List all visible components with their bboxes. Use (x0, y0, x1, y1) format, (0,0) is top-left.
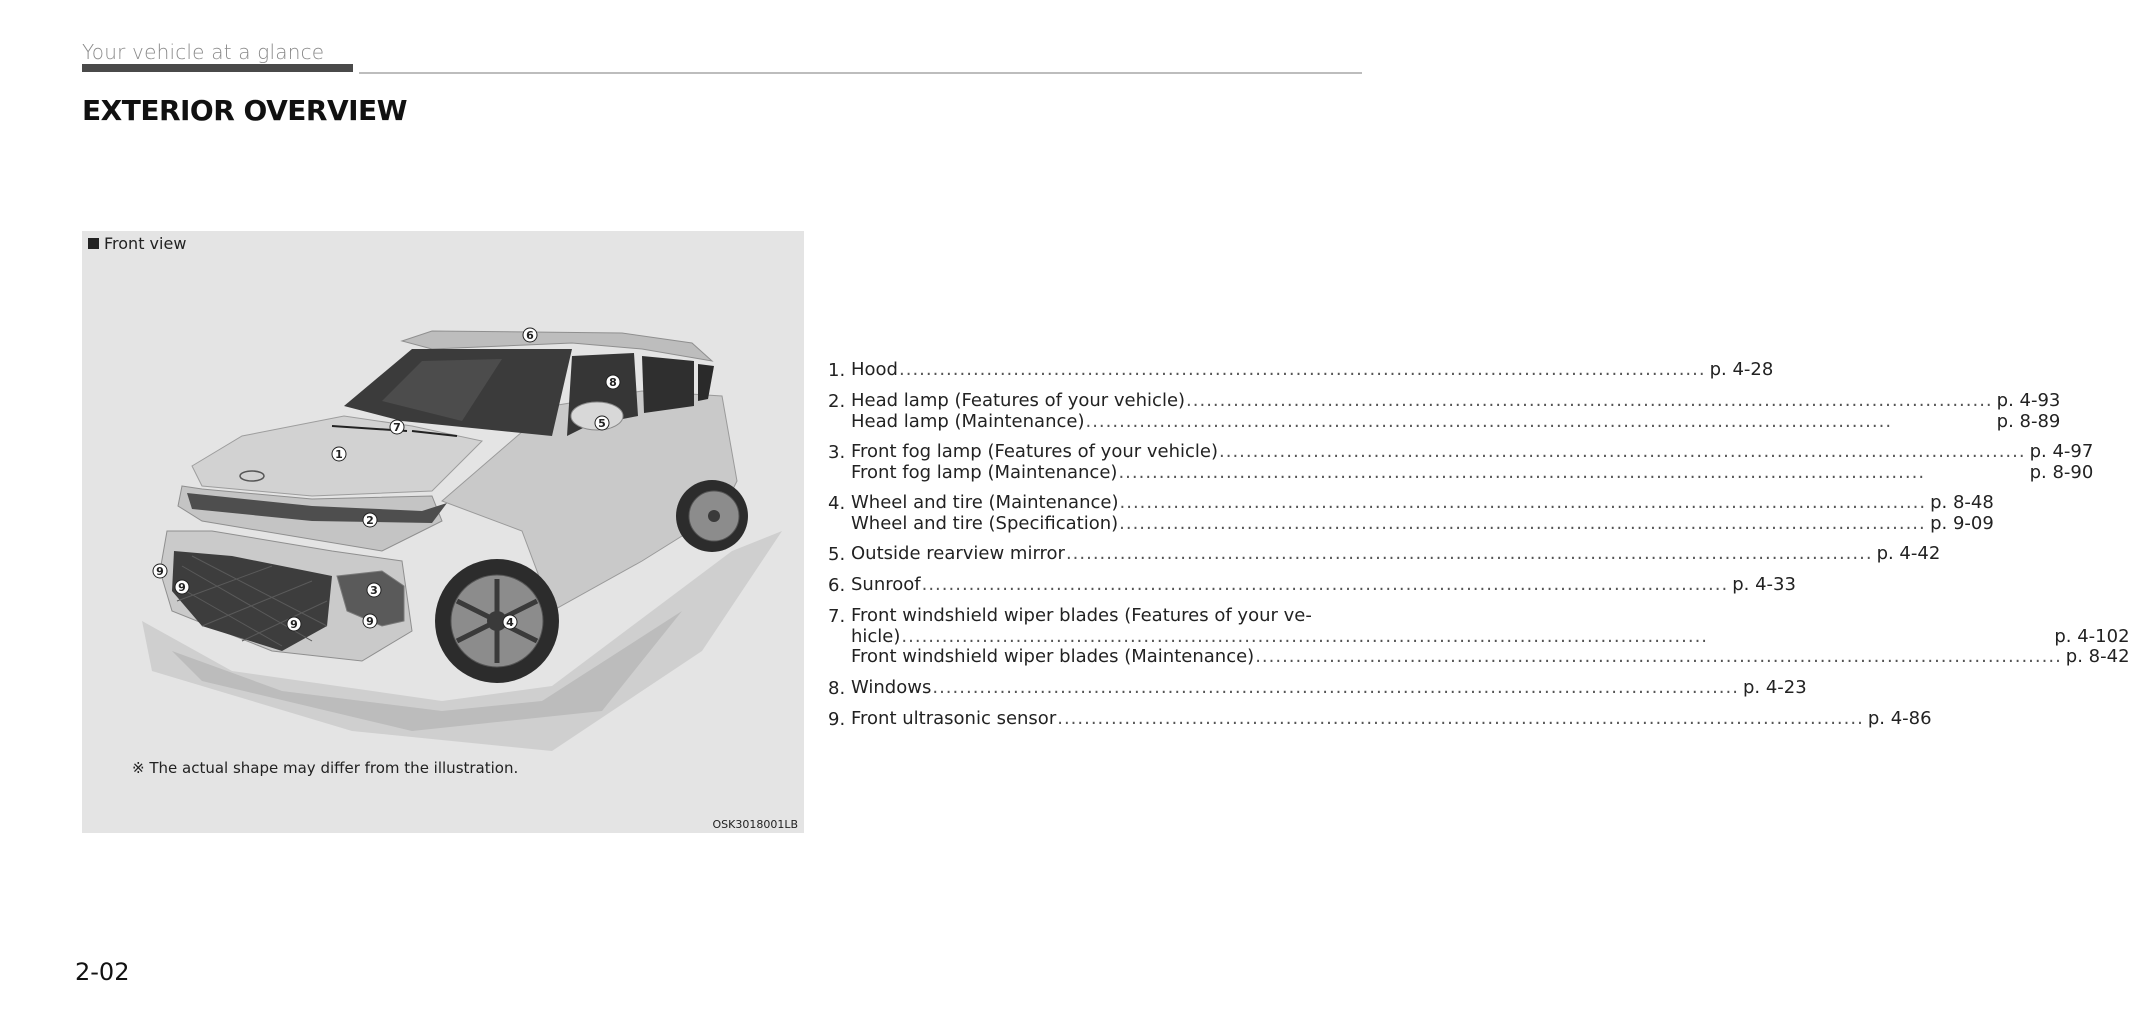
ref-label: Front ultrasonic sensor (851, 707, 1057, 729)
header-bar-dark (82, 64, 353, 72)
page-reference (851, 544, 1940, 565)
page-reference (851, 463, 2093, 484)
illustration-note: ※ The actual shape may differ from the illustration. (132, 759, 519, 777)
dot-leader (901, 627, 2050, 648)
item-first-line: Front windshield wiper blades (Features of your ve- (851, 605, 1312, 626)
list-item (828, 492, 1994, 534)
callout-5-label: 5 (598, 417, 606, 430)
callout-9a-label: 9 (156, 565, 164, 578)
list-item (828, 605, 2130, 668)
view-caption-text: Front view (104, 234, 187, 253)
page-title: EXTERIOR OVERVIEW (82, 94, 408, 127)
callout-7 (390, 420, 404, 434)
ref-label: Windows (851, 676, 932, 698)
item-number: 4. (828, 493, 846, 514)
callout-9c-label: 9 (290, 618, 298, 631)
list-item (828, 707, 1932, 730)
dot-leader (1118, 463, 2025, 484)
figure-code: OSK3018001LB (712, 818, 798, 831)
section-label: Your vehicle at a glance (82, 40, 325, 64)
item-number: 3. (828, 442, 846, 463)
page-reference (851, 575, 1796, 596)
rear-wheel-hub (708, 510, 720, 522)
callout-6 (523, 328, 537, 342)
page-reference (851, 627, 2130, 648)
page-reference (851, 709, 1932, 730)
ref-label: Sunroof (851, 574, 921, 595)
callout-3-label: 3 (370, 584, 378, 597)
dot-leader (1255, 647, 2062, 668)
parts-list (828, 359, 2130, 740)
callout-5 (595, 416, 609, 430)
ref-page: p. 8-89 (1996, 410, 2061, 432)
ref-label: hicle) (851, 625, 901, 647)
item-number: 8. (828, 677, 846, 699)
item-number: 9. (828, 708, 846, 730)
item-number: 1. (828, 360, 846, 381)
list-item (828, 543, 1941, 565)
car-illustration (82, 231, 804, 833)
ref-page: p. 4-42 (1876, 543, 1941, 564)
list-item (828, 441, 2094, 483)
ref-label: Head lamp (Maintenance) (851, 410, 1085, 432)
page-reference (851, 514, 1994, 535)
list-item (828, 574, 1796, 596)
dot-leader (1057, 709, 1864, 730)
callout-6-label: 6 (526, 329, 534, 342)
ref-page: p. 4-102 (2054, 625, 2130, 647)
dot-leader (1186, 391, 1993, 412)
callout-4 (503, 615, 517, 629)
ref-label: Outside rearview mirror (851, 543, 1065, 564)
dot-leader (932, 678, 1739, 699)
ref-page: p. 4-93 (1996, 390, 2061, 411)
ref-label: Front fog lamp (Features of your vehicle) (851, 441, 1218, 462)
page-reference (851, 647, 2130, 668)
callout-2-label: 2 (366, 514, 374, 527)
callout-9b-label: 9 (178, 581, 186, 594)
header-rule (359, 72, 1362, 74)
page-reference (851, 391, 2060, 412)
dot-leader (1119, 514, 1926, 535)
car-rear-side-window (642, 356, 694, 413)
ref-label: Wheel and tire (Maintenance) (851, 492, 1119, 513)
page-reference (851, 678, 1807, 699)
dot-leader (1120, 493, 1927, 514)
callout-9d (363, 614, 377, 628)
callout-9d-label: 9 (366, 615, 374, 628)
page-reference (851, 360, 1773, 381)
ref-label: Front fog lamp (Maintenance) (851, 461, 1118, 483)
page-reference (851, 493, 1994, 514)
ref-page: p. 8-90 (2029, 461, 2094, 483)
list-item (828, 390, 2061, 432)
ref-label: Wheel and tire (Specification) (851, 512, 1119, 534)
page-reference (851, 442, 2093, 463)
ref-page: p. 4-28 (1709, 359, 1774, 380)
item-number: 6. (828, 575, 846, 596)
callout-4-label: 4 (506, 616, 514, 629)
ref-label: Front windshield wiper blades (Maintenance) (851, 646, 1255, 667)
ref-page: p. 4-86 (1867, 707, 1932, 729)
dot-leader (922, 575, 1729, 596)
callout-9a (153, 564, 167, 578)
callout-3 (367, 583, 381, 597)
ref-page: p. 8-48 (1930, 492, 1994, 513)
ref-page: p. 8-42 (2065, 646, 2130, 667)
ref-page: p. 9-09 (1930, 512, 1994, 534)
list-item (828, 676, 1807, 699)
item-number: 2. (828, 391, 846, 412)
item-number: 7. (828, 606, 846, 627)
front-view-figure (82, 231, 804, 833)
dot-leader (1085, 412, 1992, 433)
ref-page: p. 4-33 (1732, 574, 1796, 595)
callout-8 (606, 375, 620, 389)
dot-leader (1219, 442, 2026, 463)
callout-7-label: 7 (393, 421, 401, 434)
callout-9c (287, 617, 301, 631)
callout-1 (332, 447, 346, 461)
callout-1-label: 1 (335, 448, 343, 461)
callout-2 (363, 513, 377, 527)
ref-label: Hood (851, 359, 898, 380)
page-reference (851, 412, 2060, 433)
ref-label: Head lamp (Features of your vehicle) (851, 390, 1186, 411)
callout-9b (175, 580, 189, 594)
callout-8-label: 8 (609, 376, 617, 389)
ref-page: p. 4-97 (2029, 441, 2094, 462)
list-item (828, 359, 1774, 381)
dot-leader (1066, 544, 1873, 565)
page-number: 2-02 (75, 958, 130, 986)
item-number: 5. (828, 544, 846, 565)
dot-leader (899, 360, 1706, 381)
ref-page: p. 4-23 (1742, 676, 1807, 698)
